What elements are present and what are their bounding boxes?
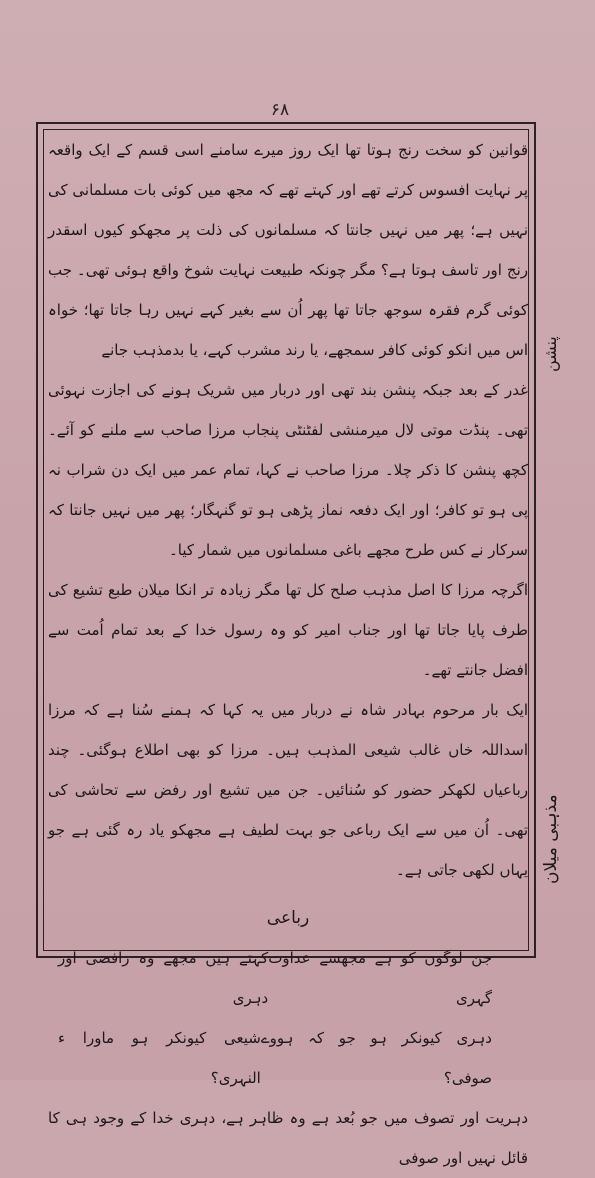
rubai-heading: رباعی: [266, 908, 310, 928]
paragraph-2: غدر کے بعد جبکہ پنشن بند تھی اور دربار میں شریک ہونے کی اجازت نہوئی تھی۔ پنڈت موتی لال میرمنشی لفٹنٹی پنجاب مرزا صاحب سے ملنے کو آئے۔ کچھ پنشن کا ذکر چلا۔ مرزا صاحب نے کہا، تمام عمر میں ایک دن شراب نہ پی ہو تو کافر؛ اور ایک دفعہ نماز پڑھی ہو تو گنہگار؛ پھر میں نہیں جانتا کہ سرکار نے کس طرح مجھے باغی مسلمانوں میں شمار کیا۔: [48, 381, 528, 559]
rubai-line-2: [48, 1018, 528, 1098]
rubai-line-1-first-hemistich: جن لوگوں کو ہے مجھسے عداوت گہری: [268, 949, 492, 1007]
closing-line: دہریت اور تصوف میں جو بُعد ہے وہ ظاہر ہے، دہری خدا کے وجود ہی کا قائل نہیں اور صوفی: [48, 1109, 528, 1167]
paragraph-4: ایک بار مرحوم بہادر شاہ نے دربار میں یہ کہا کہ ہمنے سُنا ہے کہ مرزا اسداللہ خاں غالب شیعی المذہب ہیں۔ مرزا کو بھی اطلاع ہوگئی۔ چند رباعیاں لکھکر حضور کو سُنائیں۔ جن میں تشیع اور رفض سے تحاشی کی تھی۔ اُن میں سے ایک رباعی جو بہت لطیف ہے مجھکو یاد رہ گئی ہے جو یہاں لکھی جاتی ہے۔: [48, 701, 528, 879]
page-number: ۶۸: [270, 100, 290, 120]
paragraph-1: قوانین کو سخت رنج ہوتا تھا ایک روز میرے سامنے اسی قسم کے ایک واقعہ پر نہایت افسوس کرتے تھے اور کہتے تھے کہ مجھ میں کوئی بات مسلمانی کی نہیں ہے؛ پھر میں نہیں جانتا کہ مسلمانوں کی ذلت پر مجھکو کیوں اسقدر رنج اور تاسف ہوتا ہے؟ مگر چونکہ طبیعت نہایت شوخ واقع ہوئی تھی۔ جب کوئی گرم فقرہ سوجھ جاتا تھا پھر اُن سے بغیر کہے نہیں رہا جاتا تھا؛ خواہ اس میں انکو کوئی کافر سمجھے، یا رند مشرب کہے، یا بدمذہب جانے: [48, 141, 528, 359]
rubai-line-2-second-hemistich: شیعی کیونکر ہو ماورا ء النہری؟: [58, 1029, 261, 1087]
margin-note-pension: پنشن: [541, 336, 560, 372]
rubai-line-2-first-hemistich: دہری کیونکر ہو جو کہ ہووے صوفی؟: [260, 1029, 492, 1087]
paragraph-3: اگرچہ مرزا کا اصل مذہب صلح کل تھا مگر زیادہ تر انکا میلان طبع تشیع کی طرف پایا جاتا تھا اور جناب امیر کو وہ رسول خدا کے بعد تمام اُمت سے افضل جانتے تھے۔: [48, 581, 528, 679]
rubai-line-1-second-hemistich: کہتے ہیں مجھے وہ رافضی اور دہری: [58, 949, 269, 1007]
margin-note-religious-inclination: مذہبی میلان: [541, 794, 561, 884]
rubai-line-1: [48, 938, 528, 1018]
page-text: [48, 130, 528, 1178]
